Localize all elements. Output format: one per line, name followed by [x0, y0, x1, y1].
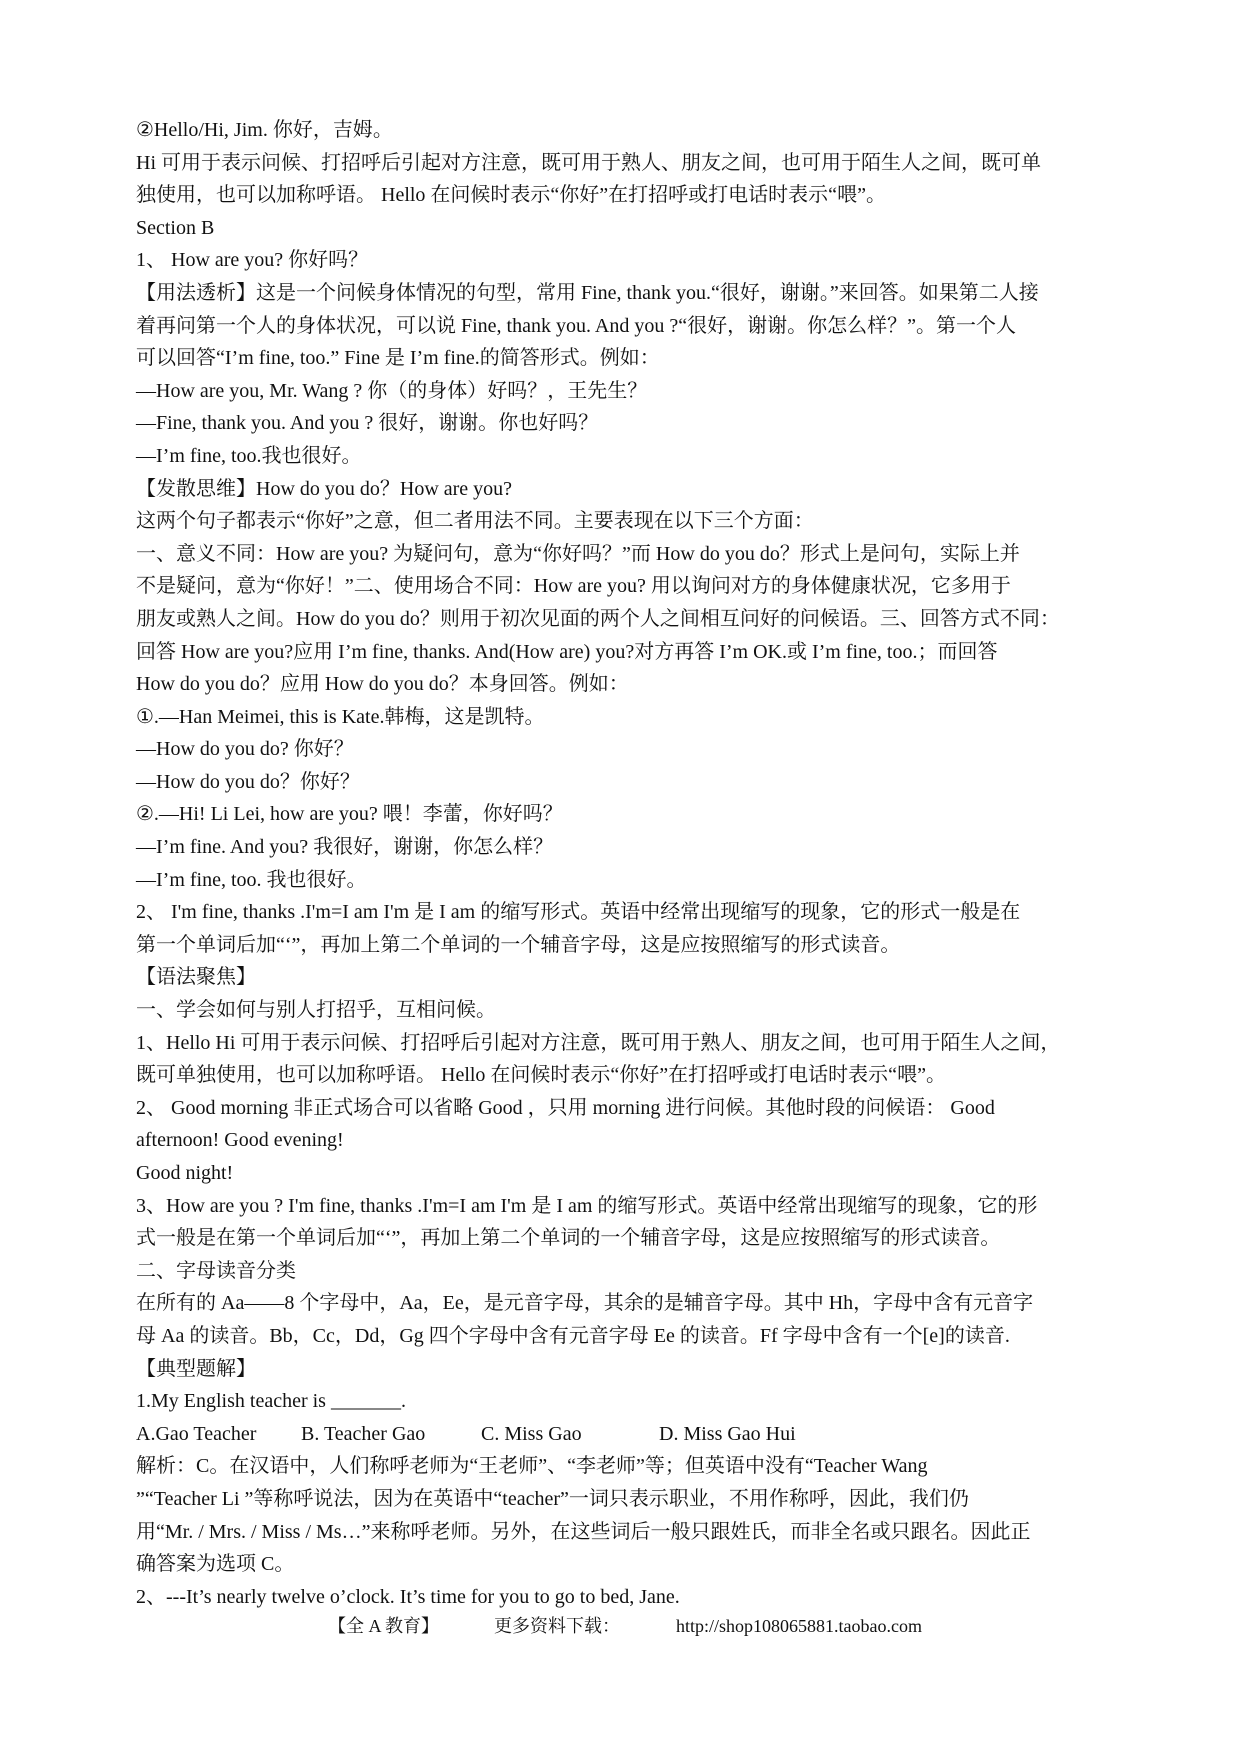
text-line: ②Hello/Hi, Jim. 你好，吉姆。 — [136, 119, 393, 141]
text-line: 1.My English teacher is _______. — [136, 1390, 406, 1413]
text-line: 解析：C。在汉语中，人们称呼老师为“王老师”、“李老师”等；但英语中没有“Teacher Wang — [136, 1455, 928, 1478]
text-line: 2、 I'm fine, thanks .I'm=I am I'm 是 I am 的缩写形式。英语中经常出现缩写的现象，它的形式一般是在 — [136, 901, 1021, 924]
text-line: 回答 How are you?应用 I’m fine, thanks. And(How are) you?对方再答 I’m OK.或 I’m fine, too.；而回答 — [136, 640, 998, 663]
text-line: 确答案为选项 C。 — [136, 1553, 295, 1576]
text-line: 2、 Good morning 非正式场合可以省略 Good ，只用 morning 进行问候。其他时段的问候语： Good — [136, 1096, 995, 1119]
text-line: 【发散思维】How do you do？How are you? — [136, 477, 513, 500]
text-line: 【语法聚焦】 — [136, 966, 256, 989]
text-line: 这两个句子都表示“你好”之意，但二者用法不同。主要表现在以下三个方面： — [136, 510, 814, 533]
text-line: 不是疑问，意为“你好！”二、使用场合不同：How are you? 用以询问对方的身体健康状况，它多用于 — [136, 575, 1011, 598]
text-line: 3、How are you ? I'm fine, thanks .I'm=I am I'm 是 I am 的缩写形式。英语中经常出现缩写的现象，它的形 — [136, 1194, 1038, 1217]
text-line: ”“Teacher Li ”等称呼说法，因为在英语中“teacher”一词只表示职业，不用作称呼，因此，我们仍 — [136, 1487, 969, 1510]
text-line: Section B — [136, 216, 215, 239]
text-line: 一、意义不同：How are you? 为疑问句，意为“你好吗？”而 How do you do？形式上是问句，实际上并 — [136, 542, 1020, 565]
text-line: 1、 How are you? 你好吗？ — [136, 249, 369, 272]
option-d: D. Miss Gao Hui — [659, 1422, 796, 1445]
text-line: 母 Aa 的读音。Bb，Cc，Dd，Gg 四个字母中含有元音字母 Ee 的读音。Ff 字母中含有一个[e]的读音. — [136, 1324, 1010, 1347]
text-line: —Fine, thank you. And you ? 很好，谢谢。你也好吗？ — [136, 412, 599, 435]
text-line: Good night! — [136, 1162, 234, 1184]
text-line: 一、学会如何与别人打招乎，互相问候。 — [136, 999, 496, 1022]
option-c: C. Miss Gao — [481, 1422, 582, 1445]
text-line: 在所有的 Aa——8 个字母中，Aa，Ee，是元音字母，其余的是辅音字母。其中 Hh，字母中含有元音字 — [136, 1292, 1034, 1315]
text-line: 既可单独使用，也可以加称呼语。 Hello 在问候时表示“你好”在打招呼或打电话时表示“喂”。 — [136, 1064, 946, 1087]
answer-options — [136, 1418, 1126, 1451]
footer-more-label: 更多资料下载： — [494, 1616, 620, 1636]
footer-url: http://shop108065881.taobao.com — [676, 1616, 922, 1636]
text-line: 二、字母读音分类 — [136, 1259, 296, 1282]
text-line: Hi 可用于表示问候、打招呼后引起对方注意，既可用于熟人、朋友之间，也可用于陌生人之间，既可单 — [136, 151, 1041, 174]
option-a: A.Gao Teacher — [136, 1422, 257, 1445]
text-line: —I’m fine, too. 我也很好。 — [136, 868, 367, 891]
text-line: afternoon! Good evening! — [136, 1129, 344, 1152]
text-line: 独使用，也可以加称呼语。 Hello 在问候时表示“你好”在打招呼或打电话时表示“喂”。 — [136, 184, 886, 207]
option-b: B. Teacher Gao — [301, 1422, 426, 1445]
text-line: ①.—Han Meimei, this is Kate.韩梅，这是凯特。 — [136, 705, 545, 728]
text-line: 2、---It’s nearly twelve o’clock. It’s time for you to go to bed, Jane. — [136, 1585, 680, 1608]
text-line: —I’m fine. And you? 我很好，谢谢，你怎么样？ — [136, 836, 554, 859]
text-line: —How do you do？你好？ — [136, 770, 360, 793]
text-line: —How do you do? 你好？ — [136, 738, 354, 761]
text-line: 朋友或熟人之间。How do you do？则用于初次见面的两个人之间相互问好的问候语。三、回答方式不同： — [136, 607, 1060, 630]
text-line: —I’m fine, too.我也很好。 — [136, 444, 362, 467]
text-line: 【用法透析】这是一个问候身体情况的句型，常用 Fine, thank you.“很好，谢谢。”来回答。如果第二人接 — [136, 281, 1039, 304]
text-line: ②.—Hi! Li Lei, how are you? 喂！李蕾，你好吗？ — [136, 803, 563, 826]
text-line: 着再问第一个人的身体状况，可以说 Fine, thank you. And you ?“很好，谢谢。你怎么样？”。第一个人 — [136, 314, 1016, 337]
text-block-explanation — [136, 1450, 1126, 1613]
text-block-main — [136, 114, 1126, 1418]
text-line: 可以回答“I’m fine, too.” Fine 是 I’m fine.的简答形式。例如： — [136, 347, 660, 370]
text-line: —How are you, Mr. Wang ? 你（的身体）好吗？，王先生？ — [136, 379, 648, 402]
text-line: 【典型题解】 — [136, 1357, 256, 1380]
text-line: 用“Mr. / Mrs. / Miss / Ms…”来称呼老师。另外，在这些词后一般只跟姓氏，而非全名或只跟名。因此正 — [136, 1520, 1031, 1543]
footer-brand: 【全 A 教育】 — [328, 1616, 440, 1636]
text-line: How do you do？应用 How do you do？本身回答。例如： — [136, 673, 629, 696]
text-line: 式一般是在第一个单词后加“‘”，再加上第二个单词的一个辅音字母，这是应按照缩写的形式读音。 — [136, 1227, 1001, 1250]
text-line: 1、Hello Hi 可用于表示问候、打招呼后引起对方注意，既可用于熟人、朋友之间，也可用于陌生人之间， — [136, 1031, 1061, 1054]
text-line: 第一个单词后加“‘”，再加上第二个单词的一个辅音字母，这是应按照缩写的形式读音。 — [136, 933, 901, 956]
document-body — [136, 114, 1126, 1613]
